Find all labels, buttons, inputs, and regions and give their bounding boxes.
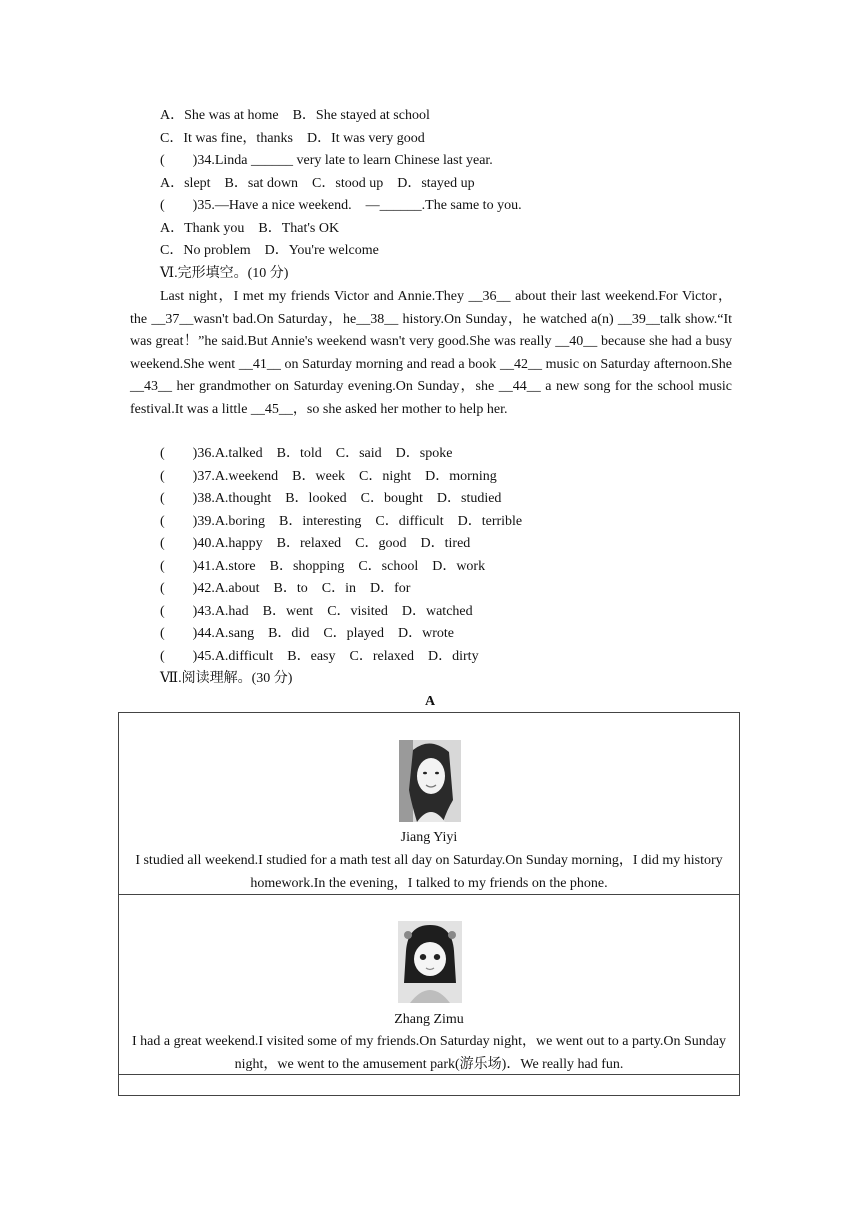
blank-37: __37__ <box>151 311 194 327</box>
profile-text-2: I had a great weekend.I visited some of my friends.On Saturday night，we went out to a party.On Sunday night，we went to the amusement park(游乐场)．We really had fun. <box>132 1034 726 1072</box>
q35-options-row-1: A．Thank you B．That's OK <box>160 221 340 236</box>
question-35: ( )35.—Have a nice weekend. —______.The same to you. <box>160 198 522 213</box>
cloze-text: music on Saturday afternoon.She <box>541 356 732 372</box>
cloze-text: ，so she asked her mother to help her. <box>292 401 508 417</box>
row-divider <box>119 894 739 895</box>
jiang-yiyi-photo <box>399 740 461 822</box>
q33-options-row-2: C．It was fine，thanks D．It was very good <box>160 131 425 146</box>
cloze-option-41: ( )41.A.store B．shopping C．school D．work <box>160 559 486 574</box>
blank-39: __39__ <box>617 311 660 327</box>
cloze-option-37: ( )37.A.weekend B．week C．night D．morning <box>160 469 497 484</box>
cloze-option-38: ( )38.A.thought B．looked C．bought D．studied <box>160 491 502 506</box>
cloze-option-39: ( )39.A.boring B．interesting C．difficult D．terrible <box>160 514 523 529</box>
zhang-zimu-photo <box>398 921 462 1003</box>
cloze-text: Last night，I met my friends Victor and Annie.They <box>160 289 469 304</box>
cloze-text: her grandmother on Saturday evening.On Sunday，she <box>172 379 499 394</box>
cloze-option-40: ( )40.A.happy B．relaxed C．good D．tired <box>160 536 471 551</box>
cloze-option-42: ( )42.A.about B．to C．in D．for <box>160 581 411 596</box>
blank-42: __42__ <box>499 356 542 372</box>
cloze-text: on Saturday morning and read a book <box>280 356 500 372</box>
cloze-option-43: ( )43.A.had B．went C．visited D．watched <box>160 604 473 619</box>
blank-41: __41__ <box>238 356 281 372</box>
girl-portrait-icon <box>399 740 461 822</box>
question-34: ( )34.Linda ______ very late to learn Chinese last year. <box>160 153 493 168</box>
profile-text-1: I studied all weekend.I studied for a math test all day on Saturday.On Sunday morning，I did my history homework.In the evening，I talked to my friends on the phone. <box>135 853 723 891</box>
reading-a-heading: A <box>424 694 436 709</box>
cloze-text: because she had a busy weekend.She went <box>130 334 732 372</box>
section-6-title: Ⅵ.完形填空。(10 分) <box>160 266 289 281</box>
cloze-text: wasn't bad.On Saturday，he <box>193 311 357 327</box>
blank-38: __38__ <box>356 311 399 327</box>
cloze-text: history.On Sunday，he watched a(n) <box>398 311 618 327</box>
blank-36: __36__ <box>468 289 511 304</box>
blank-43: __43__ <box>130 379 172 394</box>
cloze-passage <box>130 286 732 421</box>
section-7-title: Ⅶ.阅读理解。(30 分) <box>160 671 293 686</box>
cloze-text: talk show.“It was great！”he said.But Annie's weekend wasn't very good.She was really <box>130 311 732 349</box>
cloze-option-36: ( )36.A.talked B．told C．said D．spoke <box>160 446 453 461</box>
q34-options: A．slept B．sat down C．stood up D．stayed up <box>160 176 475 191</box>
girl-portrait-icon <box>398 921 462 1003</box>
cloze-option-45: ( )45.A.difficult B．easy C．relaxed D．dirty <box>160 649 479 664</box>
cloze-option-44: ( )44.A.sang B．did C．played D．wrote <box>160 626 454 641</box>
q35-options-row-2: C．No problem D．You're welcome <box>160 243 379 258</box>
profile-name-2: Zhang Zimu <box>394 1012 464 1027</box>
blank-40: __40__ <box>555 334 598 349</box>
profile-name-1: Jiang Yiyi <box>400 830 458 845</box>
row-divider <box>119 1074 739 1075</box>
blank-44: __44__ <box>498 379 541 394</box>
cloze-text: about their last weekend.For Victor，the <box>130 289 732 327</box>
profiles-table <box>118 712 740 1096</box>
blank-45: __45__ <box>250 401 293 417</box>
cloze-text: a new song for the school music festival.It was a little <box>130 379 732 417</box>
q33-options-row-1: A．She was at home B．She stayed at school <box>160 108 430 123</box>
